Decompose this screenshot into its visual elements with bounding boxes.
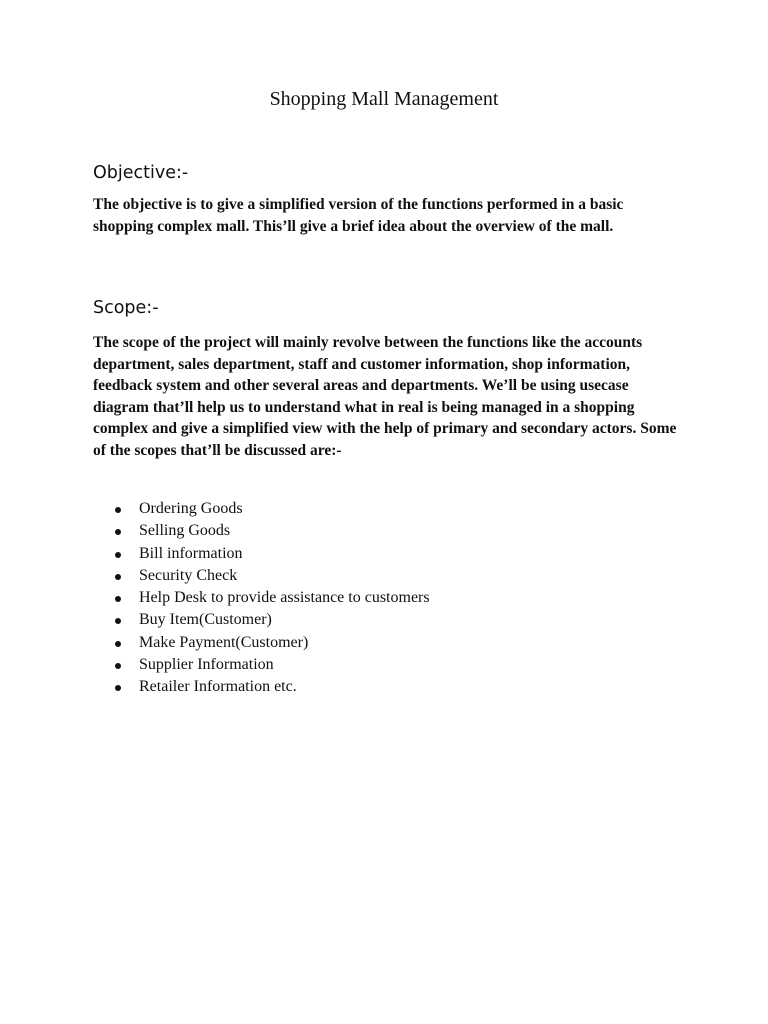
- bullet-icon: [115, 596, 121, 602]
- list-item-label: Help Desk to provide assistance to customers: [139, 589, 430, 607]
- list-item-label: Ordering Goods: [139, 500, 243, 517]
- list-item-label: Retailer Information etc.: [139, 678, 297, 696]
- list-item: [0, 632, 768, 654]
- list-item-label: Make Payment(Customer): [139, 633, 309, 651]
- list-item-label: Bill information: [139, 544, 243, 562]
- list-item-label: Buy Item(Customer): [139, 611, 272, 629]
- list-item: [0, 498, 768, 520]
- scope-heading: Scope:-: [93, 298, 159, 318]
- bullet-icon: [115, 507, 121, 513]
- bullet-icon: [115, 663, 121, 669]
- list-item: [0, 565, 768, 587]
- list-item: [0, 676, 768, 698]
- list-item: [0, 587, 768, 609]
- list-item: [0, 543, 768, 565]
- objective-paragraph: The objective is to give a simplified version of the functions performed in a basic shopping complex mall. This’ll give a brief idea about the overview of the mall.: [93, 196, 624, 235]
- scope-paragraph: The scope of the project will mainly revolve between the functions like the accounts department, sales department, staff and customer information, shop information, feedback system and other several areas and departments. We’ll be using usecase diagram that’ll help us to understand what in real is being managed in a shopping complex and give a simplified view with the help of primary and secondary actors. Some of the scopes that’ll be discussed are:-: [93, 334, 677, 459]
- list-item-label: Supplier Information: [139, 656, 274, 674]
- bullet-icon: [115, 574, 121, 580]
- scope-bullet-list: [0, 498, 768, 699]
- list-item: [0, 609, 768, 631]
- list-item: [0, 654, 768, 676]
- list-item-label: Selling Goods: [139, 522, 231, 540]
- bullet-icon: [115, 529, 121, 535]
- bullet-icon: [115, 641, 121, 647]
- bullet-icon: [115, 552, 121, 558]
- document-title: Shopping Mall Management: [269, 88, 499, 110]
- bullet-icon: [115, 618, 121, 624]
- list-item-label: Security Check: [139, 566, 238, 584]
- objective-heading: Objective:-: [93, 163, 189, 183]
- list-item: [0, 520, 768, 542]
- bullet-icon: [115, 685, 121, 691]
